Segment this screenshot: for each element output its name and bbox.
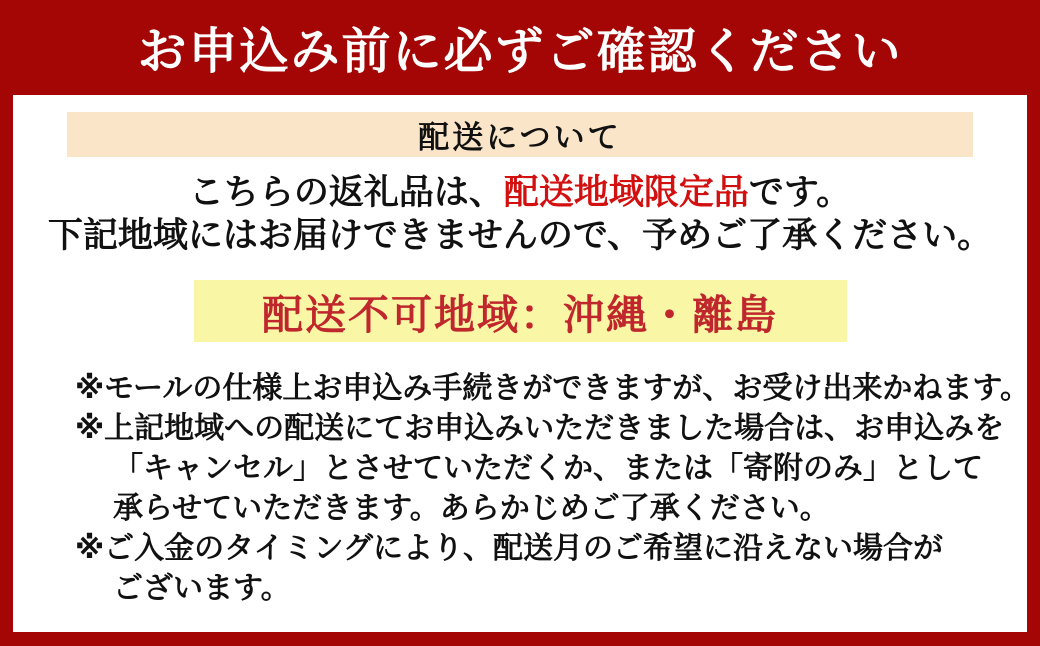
lead-line-1-prefix: こちらの返礼品は、: [188, 173, 504, 212]
lead-line-2: 下記地域にはお届けできませんので、予めご了承ください。: [47, 216, 993, 255]
note-item-3: [75, 529, 1017, 609]
notice-body: [13, 95, 1030, 632]
notes-list: [75, 369, 1030, 609]
delivery-lead-text: [13, 171, 1027, 257]
note-line: ございます。: [113, 572, 291, 605]
note-line: ※ご入金のタイミングにより、配送月のご希望に沿えない場合が: [75, 532, 943, 565]
restricted-area-label: 配送不可地域：沖縄・離島: [262, 291, 778, 338]
lead-line-1: [13, 171, 1027, 214]
note-item-1: [75, 369, 1030, 409]
page-title: お申込み前に必ずご確認ください: [137, 24, 903, 79]
note-line: ※モールの仕様上お申込み手続きができますが、お受け出来かねます。: [75, 372, 1030, 405]
note-line: 承らせていただきます。あらかじめご了承ください。: [113, 492, 830, 525]
note-item-2: [75, 409, 1017, 529]
lead-line-1-suffix: です。: [748, 173, 852, 212]
header-banner: [0, 0, 1040, 95]
note-line: 「キャンセル」とさせていただくか、または「寄附のみ」として: [113, 452, 983, 485]
restricted-area-box: [194, 280, 847, 342]
note-line: ※上記地域への配送にてお申込みいただきました場合は、お申込みを: [75, 412, 1005, 445]
delivery-section-heading: 配送について: [67, 112, 973, 157]
lead-line-1-highlight: 配送地域限定品: [503, 173, 749, 212]
